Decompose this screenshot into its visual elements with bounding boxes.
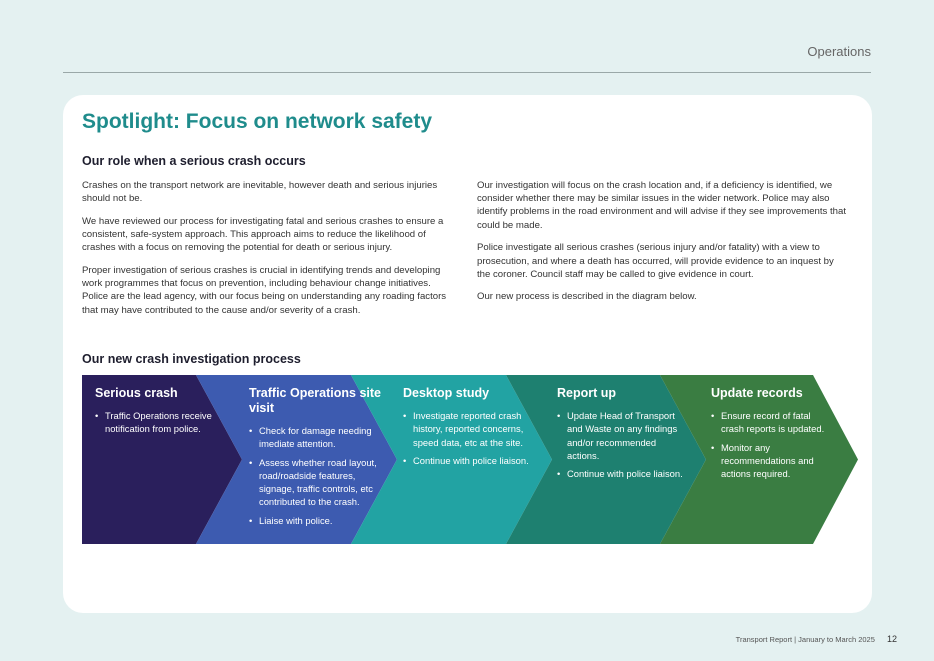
paragraph: Proper investigation of serious crashes is crucial in identifying trends and developing work programmes that focus on prevention, including behaviour change initiatives. Police are the lead agency, with our focus being on understanding any roading factors that may have contributed to the cause and/or severity of a crash. xyxy=(82,265,447,316)
step-bullet: • Update Head of Transport and Waste on any findings and/or recommended actions. xyxy=(557,409,683,462)
step-bullet: • Investigate reported crash history, reported concerns, speed data, etc at the site. xyxy=(403,409,529,449)
step-title: Desktop study xyxy=(403,386,490,400)
report-label: Transport Report | January to March 2025 xyxy=(735,635,875,644)
step-bullet: • Liaise with police. xyxy=(249,514,381,527)
role-heading: Our role when a serious crash occurs xyxy=(82,154,306,168)
step-bullet: • Assess whether road layout, road/roadside features, signage, traffic controls, etc contributed to the crash. xyxy=(249,456,381,509)
paragraph: Our new process is described in the diagram below. xyxy=(477,291,697,303)
step-desktop-study xyxy=(403,375,529,544)
step-update-records xyxy=(711,375,831,544)
step-bullet: • Check for damage needing imediate attention. xyxy=(249,424,381,451)
header-divider xyxy=(63,72,871,73)
process-diagram xyxy=(82,375,858,544)
step-site-visit xyxy=(249,375,381,544)
paragraph: Crashes on the transport network are inevitable, however death and serious injuries should not be. xyxy=(82,180,438,205)
paragraph: Police investigate all serious crashes (serious injury and/or fatality) with a view to prosecution, and where a death has occurred, will provide evidence to an inquest by the coroner. Council staff may be called to give evidence in court. xyxy=(477,242,834,280)
paragraph: Our investigation will focus on the crash location and, if a deficiency is identified, we consider whether there may be similar issues in the wider network. Police may also identify problems in the road environment and will advise if they see improvements that could be made. xyxy=(477,180,847,231)
step-title: Report up xyxy=(557,386,617,400)
page-footer xyxy=(736,634,897,644)
step-bullet: • Continue with police liaison. xyxy=(557,467,683,480)
page-title: Spotlight: Focus on network safety xyxy=(82,110,433,133)
step-title: Update records xyxy=(711,386,803,400)
paragraph: We have reviewed our process for investigating fatal and serious crashes to ensure a consistent, safe-system approach. This approach aims to reduce the likelihood of crashes with a focus on removing the potential for death or serious injury. xyxy=(82,215,444,254)
step-bullet: • Continue with police liaison. xyxy=(403,454,529,467)
page-number: 12 xyxy=(886,634,897,644)
step-title: Serious crash xyxy=(95,386,178,400)
section-label: Operations xyxy=(807,44,871,59)
step-bullet: • Traffic Operations receive notification from police. xyxy=(95,409,215,436)
spotlight-card xyxy=(63,95,872,613)
step-report-up xyxy=(557,375,683,544)
step-bullet: • Monitor any recommendations and actions required. xyxy=(711,441,831,481)
left-column xyxy=(82,179,452,326)
right-column xyxy=(477,179,847,313)
step-serious-crash xyxy=(95,375,215,544)
step-bullet: • Ensure record of fatal crash reports is updated. xyxy=(711,409,831,436)
process-heading: Our new crash investigation process xyxy=(82,352,301,366)
step-title: Traffic Operations site visit xyxy=(249,386,381,415)
